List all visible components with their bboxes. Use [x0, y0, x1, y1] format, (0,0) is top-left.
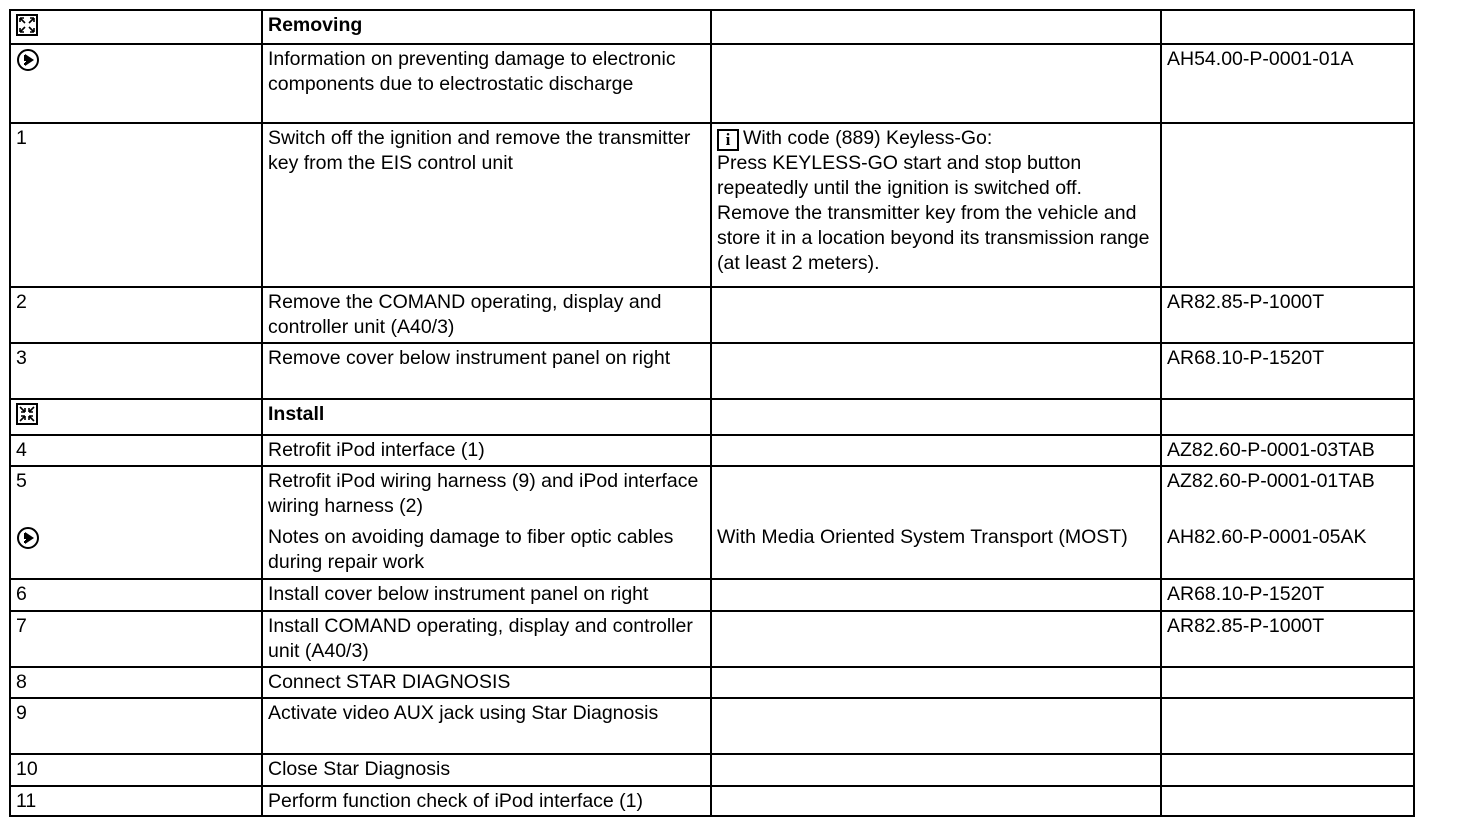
step-text: Switch off the ignition and remove the transmitter key from the EIS control unit: [262, 123, 711, 287]
step-number: 9: [10, 698, 262, 754]
table-row: [10, 754, 1414, 786]
section-title-install: Install: [262, 399, 711, 435]
reference-link[interactable]: AR82.85-P-1000T: [1161, 611, 1414, 667]
table-row: [10, 611, 1414, 667]
step-cell: [262, 466, 711, 579]
step-text: Connect STAR DIAGNOSIS: [262, 667, 711, 698]
note-cell: [711, 123, 1161, 287]
table-row: [10, 44, 1414, 123]
table-row: [10, 123, 1414, 287]
step-cell: [10, 10, 262, 44]
step-cell: [10, 399, 262, 435]
table-row: [10, 698, 1414, 754]
step-text: Information on preventing damage to electronic components due to electrostatic discharge: [262, 44, 711, 123]
ref-cell: [1161, 667, 1414, 698]
reference-link[interactable]: AR68.10-P-1520T: [1161, 343, 1414, 399]
step-text: Remove cover below instrument panel on right: [262, 343, 711, 399]
reference-link[interactable]: AZ82.60-P-0001-03TAB: [1161, 435, 1414, 466]
ref-cell: [1161, 123, 1414, 287]
procedure-table: [9, 9, 1415, 817]
reference-link[interactable]: AZ82.60-P-0001-01TAB: [1167, 470, 1375, 492]
table-row: [10, 287, 1414, 343]
removing-icon: [16, 14, 38, 36]
step-text: Activate video AUX jack using Star Diagnosis: [262, 698, 711, 754]
warning-circle-icon: [16, 526, 38, 548]
step-number: 5: [16, 470, 27, 492]
note-cell: [711, 10, 1161, 44]
step-number: 10: [10, 754, 262, 786]
info-icon: i: [717, 129, 739, 151]
reference-link[interactable]: AH54.00-P-0001-01A: [1161, 44, 1414, 123]
ref-cell: [1161, 698, 1414, 754]
step-text: Remove the COMAND operating, display and controller unit (A40/3): [262, 287, 711, 343]
step-number: 11: [10, 786, 262, 816]
step-text: Close Star Diagnosis: [262, 754, 711, 786]
note-cell: [711, 754, 1161, 786]
sub-step-text: Notes on avoiding damage to fiber optic cables during repair work: [268, 526, 674, 573]
reference-link[interactable]: AR82.85-P-1000T: [1161, 287, 1414, 343]
ref-cell: [1161, 466, 1414, 579]
table-row: [10, 466, 1414, 579]
table-row: [10, 10, 1414, 44]
reference-link[interactable]: AR68.10-P-1520T: [1161, 579, 1414, 611]
step-cell: [10, 44, 262, 123]
table-row: [10, 579, 1414, 611]
note-cell: [711, 611, 1161, 667]
table-row: [10, 343, 1414, 399]
section-title-removing: Removing: [262, 10, 711, 44]
step-cell: [10, 466, 262, 579]
step-number: 6: [10, 579, 262, 611]
ref-cell: [1161, 754, 1414, 786]
step-text: Install cover below instrument panel on right: [262, 579, 711, 611]
table-row: [10, 786, 1414, 816]
note-cell: [711, 466, 1161, 579]
step-text: Retrofit iPod wiring harness (9) and iPod interface wiring harness (2): [268, 470, 699, 517]
note-cell: [711, 44, 1161, 123]
note-cell: [711, 399, 1161, 435]
step-text: Perform function check of iPod interface (1): [262, 786, 711, 816]
step-number: 4: [10, 435, 262, 466]
step-number: 3: [10, 343, 262, 399]
step-text: Install COMAND operating, display and controller unit (A40/3): [262, 611, 711, 667]
note-cell: [711, 435, 1161, 466]
table-row: [10, 667, 1414, 698]
note-cell: [711, 698, 1161, 754]
note-cell: [711, 287, 1161, 343]
ref-cell: [1161, 399, 1414, 435]
note-cell: [711, 667, 1161, 698]
step-number: 8: [10, 667, 262, 698]
note-heading: With code (889) Keyless-Go:: [743, 127, 993, 149]
step-number: 7: [10, 611, 262, 667]
step-number: 1: [10, 123, 262, 287]
step-number: 2: [10, 287, 262, 343]
note-cell: [711, 343, 1161, 399]
note-body: With Media Oriented System Transport (MOST): [717, 526, 1128, 548]
install-icon: [16, 403, 38, 425]
step-text: Retrofit iPod interface (1): [262, 435, 711, 466]
ref-cell: [1161, 10, 1414, 44]
ref-cell: [1161, 786, 1414, 816]
reference-link[interactable]: AH82.60-P-0001-05AK: [1167, 526, 1367, 548]
note-cell: [711, 579, 1161, 611]
note-body: Press KEYLESS-GO start and stop button repeatedly until the ignition is switched off. Remove the transmitter key from the vehicle and store it in a location beyond its transmission range (at least 2 meters).: [717, 152, 1150, 274]
note-cell: [711, 786, 1161, 816]
table-row: [10, 399, 1414, 435]
table-row: [10, 435, 1414, 466]
warning-circle-icon: [16, 48, 38, 70]
